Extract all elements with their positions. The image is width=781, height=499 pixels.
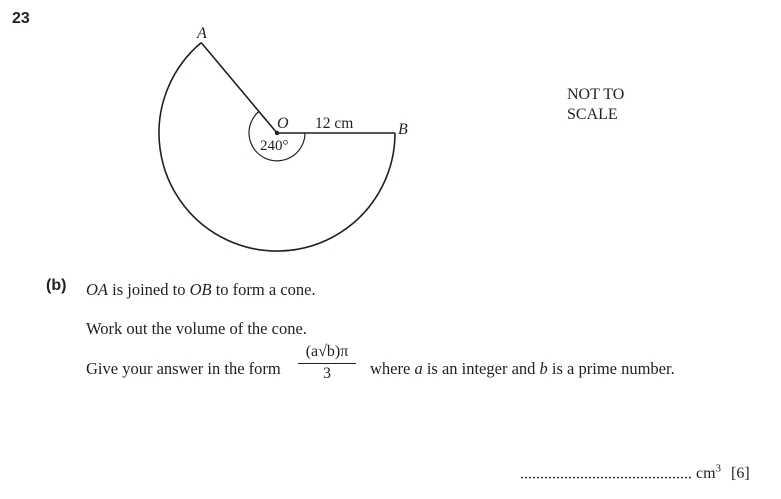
sentence-form-before: Give your answer in the form [86,359,281,378]
join-text-1: is joined to [108,280,190,299]
after-text-3: is a prime number. [547,359,675,378]
not-to-scale-note [567,85,624,125]
not-to-scale-line1: NOT TO [567,86,625,103]
answer-unit [696,465,721,482]
unit-power: 3 [715,463,722,475]
question-number: 23 [12,10,30,27]
form-fraction [298,343,356,383]
sentence-join [86,280,316,300]
label-b: B [398,121,408,138]
var-a: a [414,359,423,378]
unit-text: cm [696,465,716,483]
var-b: b [539,359,548,378]
part-label: (b) [46,277,67,294]
after-text-1: where [370,359,415,378]
join-text-2: to form a cone. [211,280,316,299]
label-a: A [197,25,207,42]
answer-line [520,463,750,483]
var-oa: OA [86,280,108,299]
answer-dots: ........................................... [520,465,692,483]
label-radius: 12 cm [315,115,354,132]
after-text-2: is an integer and [422,359,540,378]
var-ob: OB [189,280,212,299]
marks: [6] [731,465,750,483]
label-angle: 240° [260,138,289,154]
not-to-scale-line2: SCALE [567,106,618,123]
fraction-numerator: (a√b)π [298,343,356,364]
sentence-volume: Work out the volume of the cone. [86,319,307,338]
sentence-form-after [370,359,675,379]
radius-oa [201,43,277,133]
label-o: O [277,115,289,132]
fraction-denominator: 3 [323,365,331,382]
